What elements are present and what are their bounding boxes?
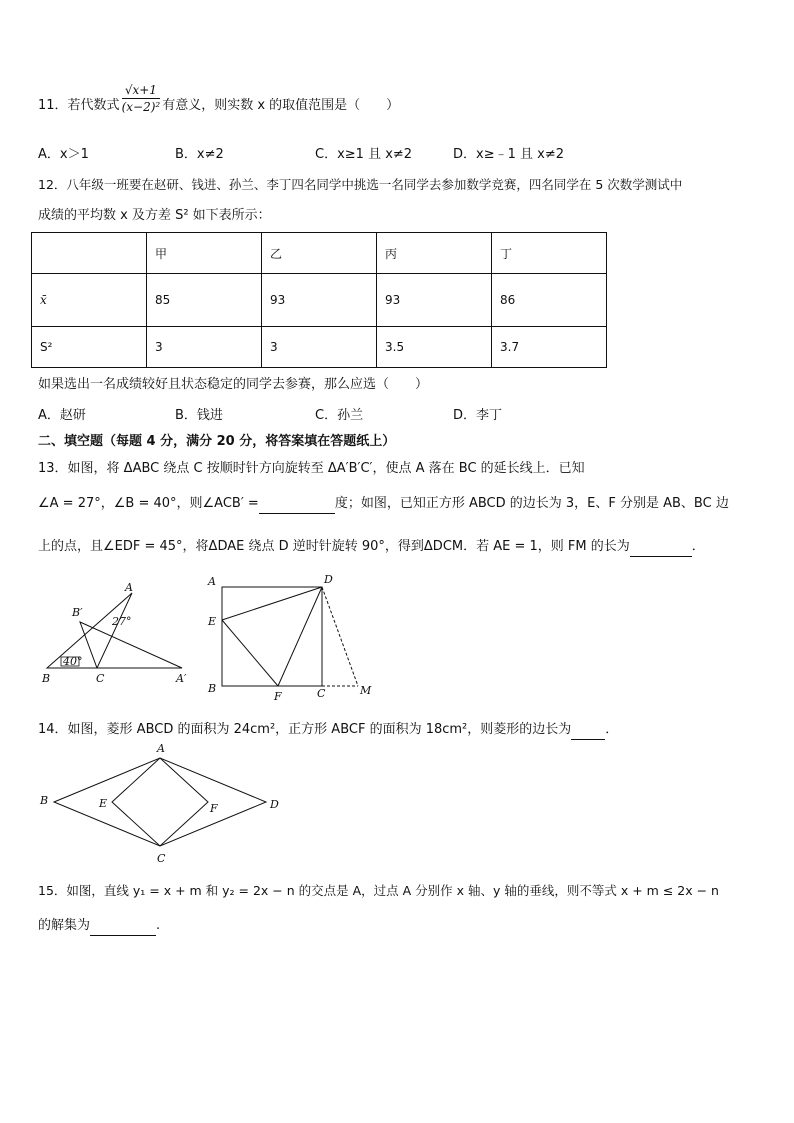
label-e: E <box>208 615 217 628</box>
table-cell: 3 <box>147 327 262 368</box>
square-figure <box>200 570 380 710</box>
q13-line3a: 上的点，且∠EDF = 45°，将ΔDAE 绕点 D 逆时针旋转 90°，得到ΔDCM．若 AE = 1，则 FM 的长为 <box>38 539 630 554</box>
q11-option-d: D．x≥﹣1 且 x≠2 <box>453 147 564 162</box>
q11-option-b: B．x≠2 <box>175 147 224 162</box>
table-cell: 丙 <box>377 233 492 274</box>
table-row <box>32 274 607 327</box>
q12-question: 如果选出一名成绩较好且状态稳定的同学去参赛，那么应选（ ） <box>38 377 429 392</box>
q12-option-a: A．赵研 <box>38 408 86 423</box>
q13-blank-1[interactable] <box>259 499 335 514</box>
table-cell: 3 <box>262 327 377 368</box>
label-m: M <box>360 684 372 697</box>
q12-option-b: B．钱进 <box>175 408 223 423</box>
table-row <box>32 327 607 368</box>
q12-option-d: D．李丁 <box>453 408 503 423</box>
q15-line2 <box>38 916 160 936</box>
label-a: A <box>157 742 165 755</box>
table-cell: 86 <box>492 274 607 327</box>
label-b: B <box>40 794 49 807</box>
section-title: 二、填空题（每题 4 分，满分 20 分，将答案填在答题纸上） <box>38 434 396 449</box>
q11-stem <box>38 83 400 116</box>
table-cell: S² <box>32 327 147 368</box>
q12-line2: 成绩的平均数 x 及方差 S² 如下表所示： <box>38 208 271 223</box>
q14-text: 14．如图，菱形 ABCD 的面积为 24cm²，正方形 ABCF 的面积为 18cm²，则菱形的边长为 <box>38 722 572 737</box>
table-header-row <box>32 233 607 274</box>
label-a: A <box>208 575 216 588</box>
q13-line3b: ． <box>691 539 705 554</box>
segment-ef <box>222 620 278 686</box>
q11-denominator: (x−2)² <box>121 100 161 114</box>
q15-blank[interactable] <box>90 921 156 936</box>
label-e: E <box>99 797 108 810</box>
q12-option-c: C．孙兰 <box>315 408 364 423</box>
q13-line2 <box>38 494 729 514</box>
label-b: B <box>42 672 51 685</box>
table-cell: 3.5 <box>377 327 492 368</box>
label-f: F <box>210 802 218 815</box>
segment-fd <box>278 587 322 686</box>
table-cell: 3.7 <box>492 327 607 368</box>
table-cell: 甲 <box>147 233 262 274</box>
q14-blank[interactable] <box>571 725 605 740</box>
label-c: C <box>96 672 105 685</box>
triangle-a-prime-b-prime-c <box>80 622 182 668</box>
q11-number: 11． <box>38 98 68 113</box>
q11-fraction <box>122 82 161 115</box>
table-cell: 93 <box>377 274 492 327</box>
q14-stem <box>38 720 618 740</box>
label-c: C <box>157 852 166 865</box>
q11-option-a: A．x＞1 <box>38 147 89 162</box>
label-f: F <box>274 690 282 703</box>
table-cell <box>32 233 147 274</box>
q13-line1: 13．如图，将 ΔABC 绕点 C 按顺时针方向旋转至 ΔA′B′C′，使点 A 落在 BC 的延长线上．已知 <box>38 461 585 476</box>
q11-before: 若代数式 <box>67 98 120 113</box>
triangle-abc <box>47 593 132 668</box>
q13-line3 <box>38 537 705 557</box>
q12-line1: 12．八年级一班要在赵研、钱进、孙兰、李丁四名同学中挑选一名同学去参加数学竞赛，四名同学在 5 次数学测试中 <box>38 177 683 192</box>
q11-after: 有意义，则实数 x 的取值范围是（ ） <box>162 98 400 113</box>
segment-dm <box>322 587 358 686</box>
q11-numerator: √x+1 <box>122 82 161 99</box>
label-d: D <box>270 798 279 811</box>
rhombus-abcd <box>54 758 266 846</box>
q11-option-c: C．x≥1 且 x≠2 <box>315 147 413 162</box>
rotated-triangle-figure <box>36 578 206 688</box>
table-cell: x̄ <box>32 274 147 327</box>
square-abcd <box>222 587 322 686</box>
table-cell: 丁 <box>492 233 607 274</box>
score-table <box>31 232 607 368</box>
label-a: A <box>125 581 133 594</box>
label-angle-27: 27° <box>112 615 132 628</box>
q14-end: ． <box>605 722 619 737</box>
segment-ed <box>222 587 322 620</box>
label-b: B <box>208 682 217 695</box>
label-a-prime: A′ <box>176 672 187 685</box>
table-cell: 85 <box>147 274 262 327</box>
q15-line1: 15．如图，直线 y₁ = x + m 和 y₂ = 2x − n 的交点是 A，过点 A 分别作 x 轴、y 轴的垂线，则不等式 x + m ≤ 2x − n <box>38 883 719 898</box>
table-cell: 93 <box>262 274 377 327</box>
q15-end: . <box>156 918 161 933</box>
q13-line2a: ∠A = 27°，∠B = 40°，则∠ACB′ = <box>38 496 259 511</box>
label-c: C <box>317 687 326 700</box>
q13-line2b: 度；如图，已知正方形 ABCD 的边长为 3，E、F 分别是 AB、BC 边 <box>334 496 729 511</box>
q15-line2-text: 的解集为 <box>38 918 91 933</box>
label-d: D <box>324 573 333 586</box>
table-cell: 乙 <box>262 233 377 274</box>
inner-square <box>112 758 208 846</box>
rhombus-figure <box>36 740 286 868</box>
q13-blank-2[interactable] <box>630 542 692 557</box>
label-angle-40: 40° <box>63 655 83 668</box>
label-b-prime: B′ <box>72 606 83 619</box>
